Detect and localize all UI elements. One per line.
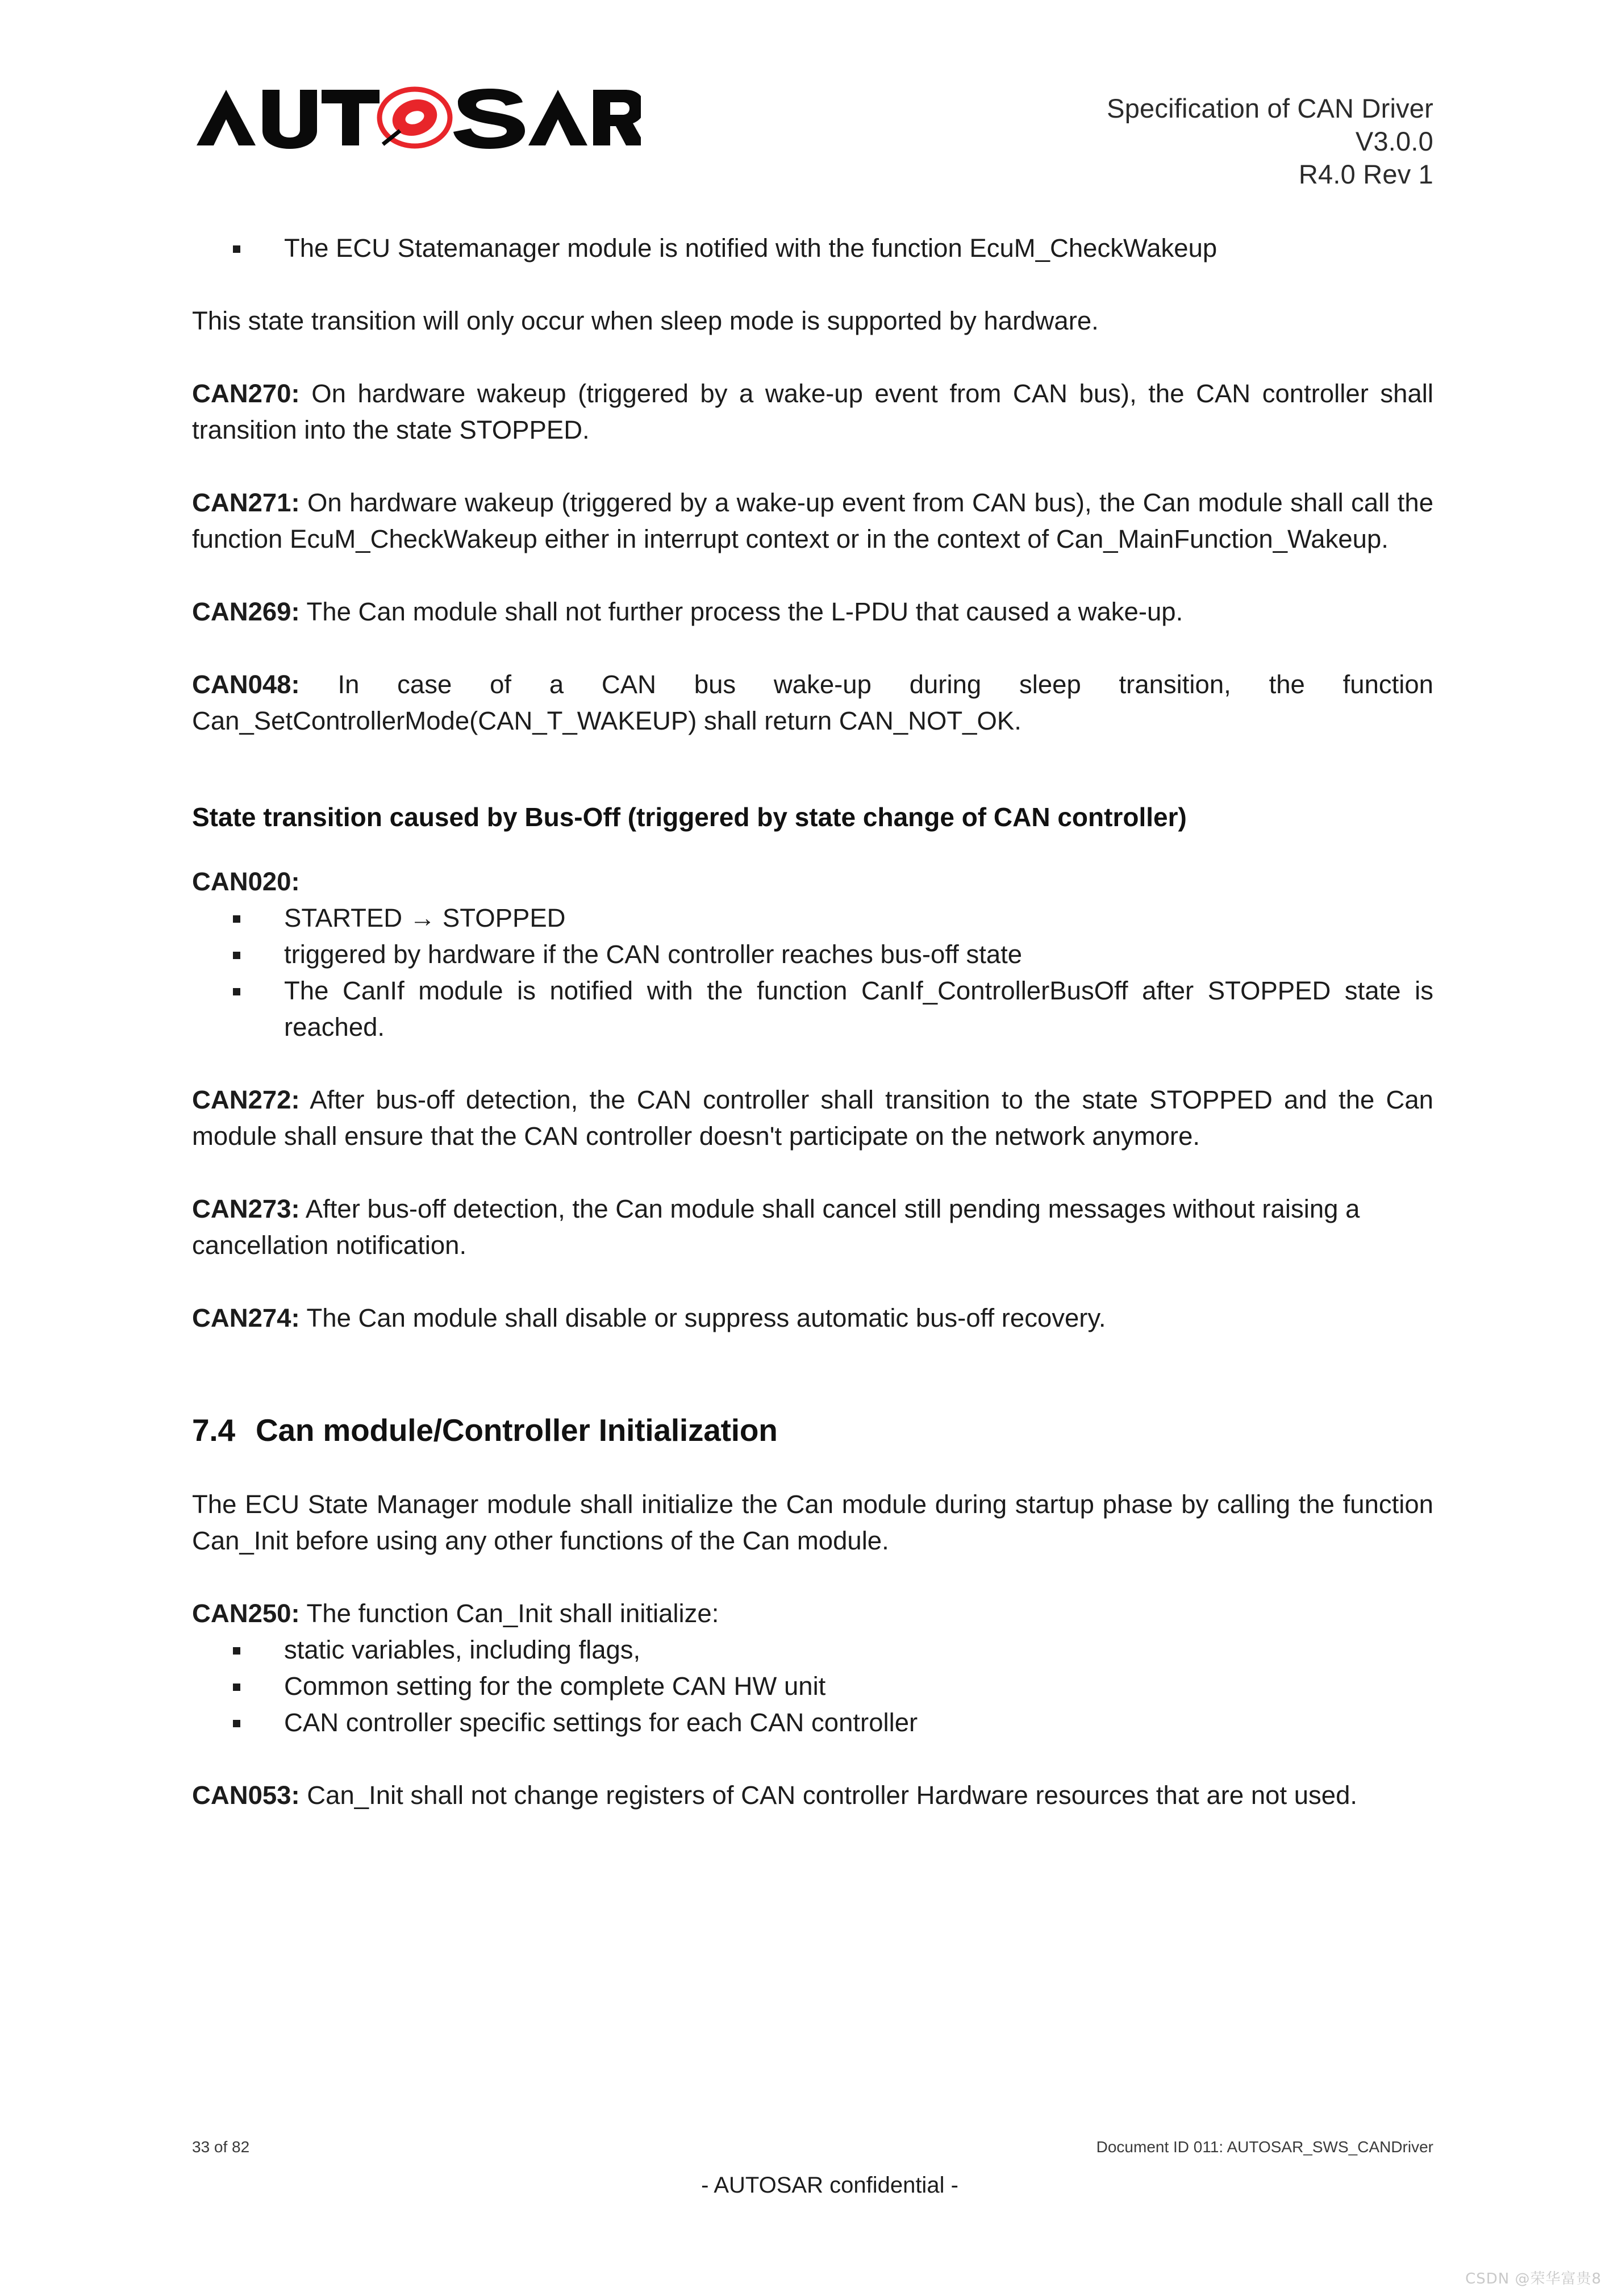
requirement-id: CAN048: (192, 670, 300, 699)
spacer (192, 339, 1433, 376)
requirement-text: The Can module shall disable or suppress automatic bus-off recovery. (299, 1303, 1106, 1332)
section-title: Can module/Controller Initialization (256, 1412, 778, 1448)
list-item: The ECU Statemanager module is notified with the function EcuM_CheckWakeup (192, 230, 1433, 266)
spacer (192, 1559, 1433, 1595)
footer-row (192, 2136, 1433, 2158)
section-number: 7.4 (192, 1412, 235, 1448)
requirement-can269 (192, 594, 1433, 630)
requirement-can020 (192, 864, 1433, 900)
spacer (192, 1264, 1433, 1300)
spacer (192, 448, 1433, 485)
footer-document-id: Document ID 011: AUTOSAR_SWS_CANDriver (1096, 2138, 1433, 2156)
spacer (192, 835, 1433, 864)
autosar-logo-svg (192, 85, 641, 153)
requirement-can048 (192, 666, 1433, 739)
top-bullet-list (192, 230, 1433, 266)
header-title: Specification of CAN Driver (1107, 93, 1433, 123)
footer-confidential: - AUTOSAR confidential - (701, 2173, 958, 2198)
intro-paragraph: This state transition will only occur when sleep mode is supported by hardware. (192, 306, 1099, 335)
list-item: The CanIf module is notified with the function CanIf_ControllerBusOff after STOPPED state is reached. (192, 973, 1433, 1045)
document-body (192, 230, 1433, 1814)
requirement-id: CAN270: (192, 379, 300, 408)
requirement-can272 (192, 1082, 1433, 1155)
section-paragraph: The ECU State Manager module shall initialize the Can module during startup phase by calling the function Can_Init before using any other functions of the Can module. (192, 1490, 1433, 1555)
requirement-id: CAN269: (192, 597, 300, 626)
page-title (192, 1410, 1433, 1450)
spacer (192, 1336, 1433, 1410)
list-item: triggered by hardware if the CAN controller reaches bus-off state (192, 936, 1433, 973)
spacer (192, 1045, 1433, 1082)
can020-bullet-list (192, 900, 1433, 1045)
requirement-can250 (192, 1595, 1433, 1632)
requirement-text: On hardware wakeup (triggered by a wake-up event from CAN bus), the Can module shall call the function EcuM_CheckWakeup either in interrupt context or in the context of Can_MainFunction_Wakeup. (192, 488, 1433, 553)
header-document-meta (1107, 85, 1433, 191)
requirement-id: CAN272: (192, 1085, 300, 1114)
list-item: CAN controller specific settings for each CAN controller (192, 1705, 1433, 1741)
requirement-text: After bus-off detection, the CAN controller shall transition to the state STOPPED and the Can module shall ensure that the CAN controller doesn't participate on the network anymore. (192, 1085, 1433, 1151)
requirement-text: The function Can_Init shall initialize: (299, 1599, 719, 1628)
requirement-id: CAN250: (192, 1599, 300, 1628)
spacer (192, 739, 1433, 799)
autosar-logo (192, 85, 641, 153)
requirement-can270 (192, 376, 1433, 448)
requirement-text: The Can module shall not further process the L-PDU that caused a wake-up. (299, 597, 1183, 626)
list-item: static variables, including flags, (192, 1632, 1433, 1668)
header-version: V3.0.0 (1355, 126, 1433, 156)
footer-page-number: 33 of 82 (192, 2138, 250, 2156)
requirement-can274 (192, 1300, 1433, 1336)
page-header (192, 85, 1433, 191)
requirement-can273 (192, 1191, 1433, 1264)
requirement-id: CAN273: (192, 1194, 300, 1223)
list-item: Common setting for the complete CAN HW unit (192, 1668, 1433, 1705)
spacer (192, 266, 1433, 303)
requirement-text: Can_Init shall not change registers of CAN controller Hardware resources that are not used. (299, 1781, 1358, 1810)
csdn-watermark: CSDN @荣华富贵8 (1465, 2270, 1602, 2287)
autosar-logo-ring (380, 89, 450, 146)
spacer (192, 1450, 1433, 1486)
spacer (192, 557, 1433, 594)
spacer (192, 1741, 1433, 1777)
requirement-id: CAN053: (192, 1781, 300, 1810)
requirement-text: After bus-off detection, the Can module shall cancel still pending messages without raising a cancellation notification. (192, 1194, 1360, 1260)
header-release: R4.0 Rev 1 (1298, 159, 1433, 189)
can250-bullet-list (192, 1632, 1433, 1741)
requirement-id: CAN271: (192, 488, 300, 517)
requirement-text: In case of a CAN bus wake-up during sleep transition, the function Can_SetControllerMode(CAN_T_WAKEUP) shall return CAN_NOT_OK. (192, 670, 1433, 735)
busoff-subheading: State transition caused by Bus-Off (triggered by state change of CAN controller) (192, 802, 1187, 832)
requirement-can271 (192, 485, 1433, 557)
requirement-id: CAN274: (192, 1303, 300, 1332)
requirement-text: On hardware wakeup (triggered by a wake-up event from CAN bus), the CAN controller shall transition into the state STOPPED. (192, 379, 1433, 444)
requirement-id: CAN020: (192, 867, 300, 896)
page-footer (192, 2136, 1433, 2200)
list-item: STARTED → STOPPED (192, 900, 1433, 936)
spacer (192, 1155, 1433, 1191)
spacer (192, 630, 1433, 666)
requirement-can053 (192, 1777, 1433, 1814)
